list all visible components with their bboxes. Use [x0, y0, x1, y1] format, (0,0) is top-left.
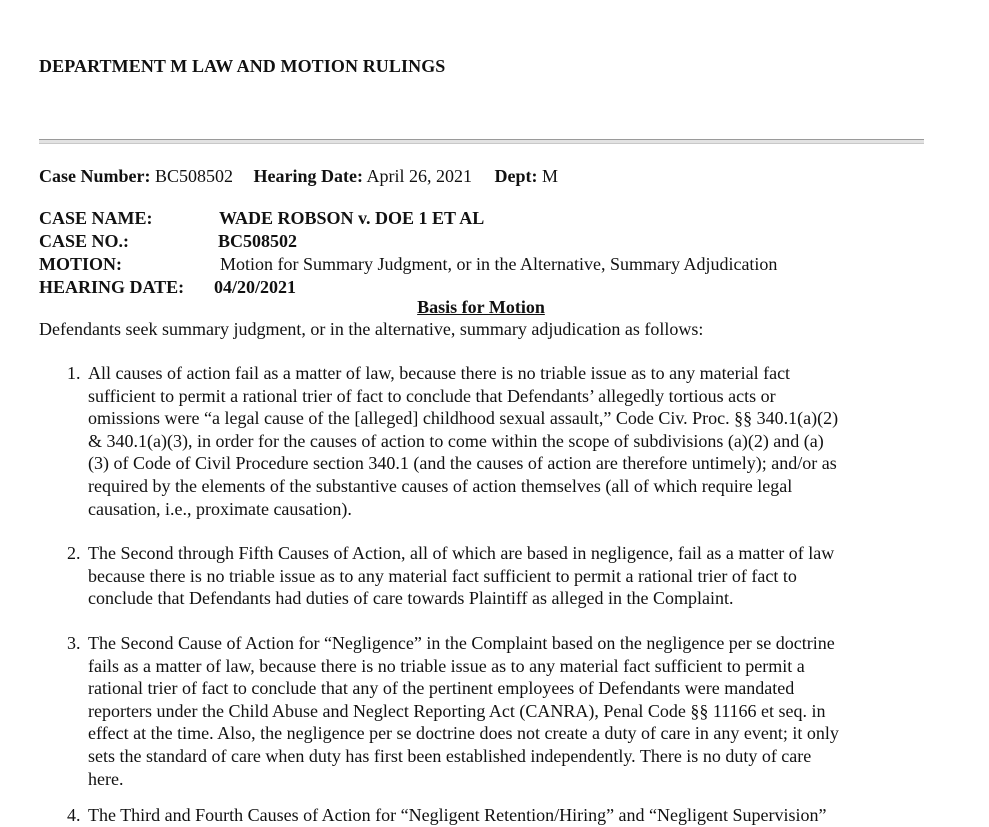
list-item-line: effect at the time. Also, the negligence per se doctrine does not create a duty of care in any event; it only	[88, 723, 839, 744]
hearing-date-label: Hearing Date:	[253, 166, 363, 186]
list-item-line: causation, i.e., proximate causation).	[88, 498, 352, 519]
list-item-line: & 340.1(a)(3), in order for the causes of action to come within the scope of subdivisions (a)(2) and (a)	[88, 430, 824, 451]
list-item-line: here.	[88, 768, 124, 789]
list-item-line: because there is no triable issue as to any material fact sufficient to permit a rational trier of fact to	[88, 565, 797, 586]
list-item-line: The Second Cause of Action for “Negligence” in the Complaint based on the negligence per se doctrine	[88, 633, 835, 653]
list-item-line: reporters under the Child Abuse and Neglect Reporting Act (CANRA), Penal Code §§ 11166 et seq. in	[88, 700, 826, 721]
list-item	[67, 542, 928, 610]
list-item	[67, 362, 928, 520]
hearing-date-value: April 26, 2021	[366, 166, 472, 186]
list-item-line: The Second through Fifth Causes of Action, all of which are based in negligence, fail as a matter of law	[88, 543, 835, 563]
case-no-value: BC508502	[218, 231, 298, 251]
list-item-line: rational trier of fact to conclude that any of the pertinent employees of Defendants were mandated	[88, 678, 795, 699]
dept-label: Dept:	[494, 166, 538, 186]
motion-label: MOTION:	[39, 254, 122, 274]
list-item-line: (3) of Code of Civil Procedure section 340.1 (and the causes of action are therefore untimely); and/or as	[88, 453, 837, 474]
list-item-line: conclude that Defendants had duties of care towards Plaintiff as alleged in the Complaint.	[88, 588, 734, 609]
list-item-line: required by the elements of the substantive causes of action themselves (all of which require legal	[88, 475, 793, 496]
section-title: Basis for Motion	[417, 297, 545, 317]
case-name-value: WADE ROBSON v. DOE 1 ET AL	[219, 208, 485, 228]
list-item	[67, 632, 928, 790]
list-item-line: All causes of action fail as a matter of law, because there is no triable issue as to any material fact	[88, 363, 791, 383]
page-title: DEPARTMENT M LAW AND MOTION RULINGS	[39, 56, 446, 76]
hearing-date-row-label: HEARING DATE:	[39, 277, 185, 297]
case-number-label: Case Number:	[39, 166, 151, 186]
case-no-label: CASE NO.:	[39, 231, 130, 251]
list-item-line: fails as a matter of law, because there is no triable issue as to any material fact sufficient to permit a	[88, 655, 805, 676]
intro-paragraph: Defendants seek summary judgment, or in the alternative, summary adjudication as follows:	[39, 319, 704, 339]
list-item-number: 4.	[67, 805, 81, 825]
dept-value: M	[541, 166, 558, 186]
list-item	[67, 804, 928, 827]
list-item-number: 2.	[67, 543, 81, 563]
list-item-line: The Third and Fourth Causes of Action for “Negligent Retention/Hiring” and “Negligent Supervision”	[88, 805, 827, 825]
horizontal-divider	[39, 139, 924, 144]
case-number-value: BC508502	[154, 166, 233, 186]
case-name-label: CASE NAME:	[39, 208, 153, 228]
hearing-date-row-value: 04/20/2021	[214, 277, 297, 297]
list-item-line: sufficient to permit a rational trier of fact to conclude that Defendants’ allegedly tortious acts or	[88, 385, 776, 406]
case-summary-line	[39, 166, 558, 187]
list-item-number: 1.	[67, 363, 81, 383]
list-item-number: 3.	[67, 633, 81, 653]
motion-value: Motion for Summary Judgment, or in the Alternative, Summary Adjudication	[220, 254, 778, 274]
list-item-line: sets the standard of care when duty has first been established independently. There is no duty of care	[88, 745, 812, 766]
list-item-line: omissions were “a legal cause of the [alleged] childhood sexual assault,” Code Civ. Proc. §§ 340.1(a)(2)	[88, 408, 839, 429]
